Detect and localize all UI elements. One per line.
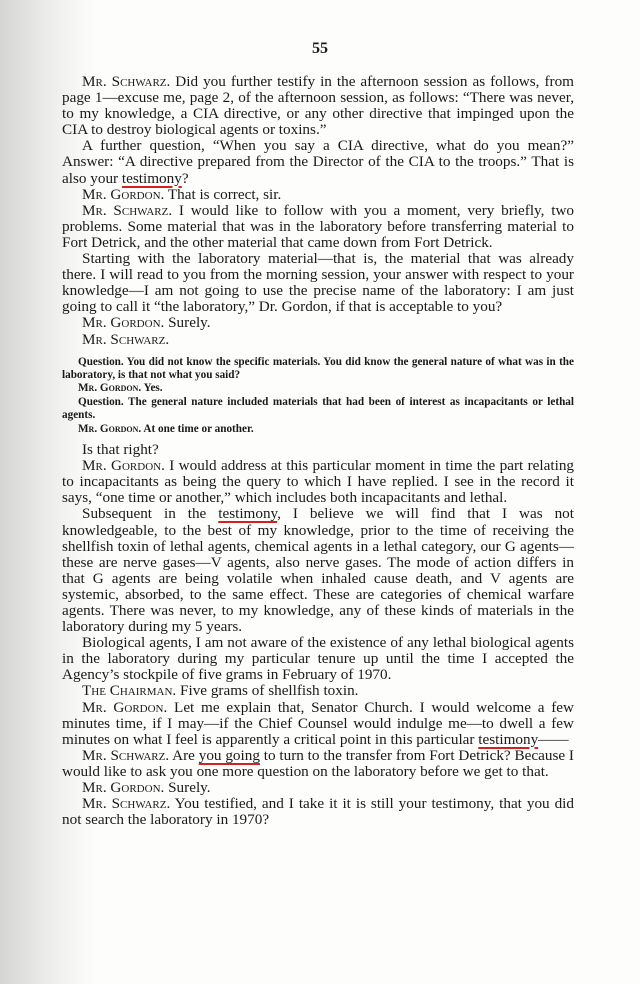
- quoted-text: Question. You did not know the specific materials. You did know the general nature of what was in the laboratory, is that not what you said?: [62, 355, 574, 381]
- speaker-name: Mr. Schwarz.: [82, 795, 171, 813]
- speaker-name: Mr. Schwarz.: [82, 73, 171, 90]
- paragraph-text: Starting with the laboratory material—that is, the material that was already there. I will read to you from the morning session, your answer with respect to your knowledge—I am not going to use the precise name of the laboratory: I am just going to call it “the laboratory,” Dr. Gordon, if that is acceptable to you?: [62, 250, 574, 316]
- speaker-name: The Chairman.: [82, 682, 177, 700]
- highlighted-word: testimony: [121, 169, 182, 187]
- transcript-paragraphs-b: [62, 442, 574, 828]
- speaker-name: Mr. Schwarz.: [82, 330, 170, 348]
- transcript-paragraph: [62, 332, 574, 348]
- paragraph-text: Subsequent in the: [82, 505, 219, 523]
- paragraph-text-tail: , I believe we will find that I was not knowledgeable, to the best of my knowledge, prior to the time of receiving the shellfish toxin of lethal agents, chemical agents in a lethal category, our G agents—these are nerve gases—V agents, also nerve gases. The mode of action differs in that G agents are being volatile when inhaled cause death, and V agents are systemic, absorbed, to the same effect. These are categories of chemical warfare agents. There was never, to my knowledge, any of these kinds of materials in the laboratory during my 5 years.: [62, 505, 574, 636]
- paragraph-text: Five grams of shellfish toxin.: [176, 682, 359, 700]
- transcript-paragraph: [62, 748, 574, 780]
- paragraph-text: A further question, “When you say a CIA directive, what do you mean?” Answer: “A directive prepared from the Director of the CIA to the troops.” That is also your: [62, 137, 574, 187]
- paragraph-text: Surely.: [164, 779, 211, 796]
- quoted-line: [62, 356, 574, 383]
- highlighted-word: testimony: [478, 730, 539, 748]
- speaker-name: Mr. Gordon.: [82, 185, 165, 203]
- speaker-name: Mr. Gordon.: [82, 779, 165, 796]
- paragraph-text: Let me explain that, Senator Church. I would welcome a few minutes time, if I may—if the Chief Counsel would indulge me—to dwell a few minutes on what I feel is apparently a critical point in this particular: [62, 698, 574, 748]
- transcript-paragraph: [62, 796, 574, 828]
- highlighted-word: testimony: [218, 505, 278, 523]
- paragraph-text: You testified, and I take it it is still your testimony, that you did not search the laboratory in 1970?: [62, 795, 574, 829]
- transcript-paragraph: [62, 780, 574, 796]
- paragraph-text: Is that right?: [82, 441, 159, 459]
- transcript-paragraph: [62, 74, 574, 138]
- paragraph-text-tail: to turn to the transfer from Fort Detrick? Because I would like to ask you one more question on the laboratory before we get to that.: [62, 746, 574, 780]
- transcript-paragraph: [62, 187, 574, 203]
- quoted-testimony: [62, 356, 574, 436]
- quoted-line: [62, 382, 574, 395]
- speaker-name: Mr. Gordon.: [82, 698, 168, 716]
- transcript-paragraph: [62, 635, 574, 683]
- transcript-paragraph: [62, 315, 574, 331]
- transcript-paragraph: [62, 700, 574, 748]
- speaker-name: Mr. Schwarz.: [82, 201, 173, 219]
- transcript-paragraph: [62, 458, 574, 506]
- quoted-text: Yes.: [141, 382, 163, 395]
- transcript-paragraph: [62, 442, 574, 458]
- paragraph-text: I would address at this particular moment in time the part relating to incapacitants as being the query to which I have replied. I see in the record it says, “one time or another,” which includes both incapacitants and lethal.: [62, 457, 575, 507]
- page-number: 55: [312, 40, 328, 57]
- highlighted-word: you going: [198, 746, 260, 764]
- transcript-paragraph: [62, 138, 574, 186]
- transcript-paragraph: [62, 251, 574, 315]
- paragraph-text: I would like to follow with you a moment, very briefly, two problems. Some material that was in the laboratory before transferring material to Fort Detrick, and the other material that came down from Fort Detrick.: [62, 201, 575, 251]
- transcript-body: [62, 74, 574, 828]
- speaker-name: Mr. Gordon.: [78, 422, 142, 435]
- speaker-name: Mr. Schwarz.: [82, 746, 170, 764]
- speaker-name: Mr. Gordon.: [78, 382, 142, 395]
- speaker-name: Mr. Gordon.: [82, 314, 165, 332]
- transcript-paragraph: [62, 203, 574, 251]
- transcript-paragraph: [62, 506, 574, 635]
- paragraph-text: That is correct, sir.: [164, 185, 282, 203]
- paragraph-text: Did you further testify in the afternoon session as follows, from page 1—excuse me, page 2, of the afternoon session, as follows: “There was never, to my knowledge, a CIA directive, or any other directive that impinged upon the CIA to destroy biological agents or toxins.”: [62, 73, 574, 139]
- paragraph-text: Are: [169, 746, 199, 764]
- quoted-text: Question. The general nature included materials that had been of interest as incapacitants or lethal agents.: [62, 395, 574, 422]
- paragraph-text-tail: ——: [538, 730, 569, 748]
- transcript-paragraph: [62, 683, 574, 699]
- paragraph-text: Biological agents, I am not aware of the existence of any lethal biological agents in the laboratory during my particular tenure up until the time I accepted the Agency’s stockpile of five grams in February of 1970.: [62, 634, 574, 684]
- paragraph-text-tail: ?: [181, 169, 189, 187]
- speaker-name: Mr. Gordon.: [82, 457, 165, 475]
- quoted-text: At one time or another.: [141, 422, 254, 435]
- transcript-paragraphs-a: [62, 74, 574, 348]
- quoted-line: [62, 423, 574, 436]
- paragraph-text: Surely.: [164, 314, 211, 332]
- quoted-line: [62, 396, 574, 423]
